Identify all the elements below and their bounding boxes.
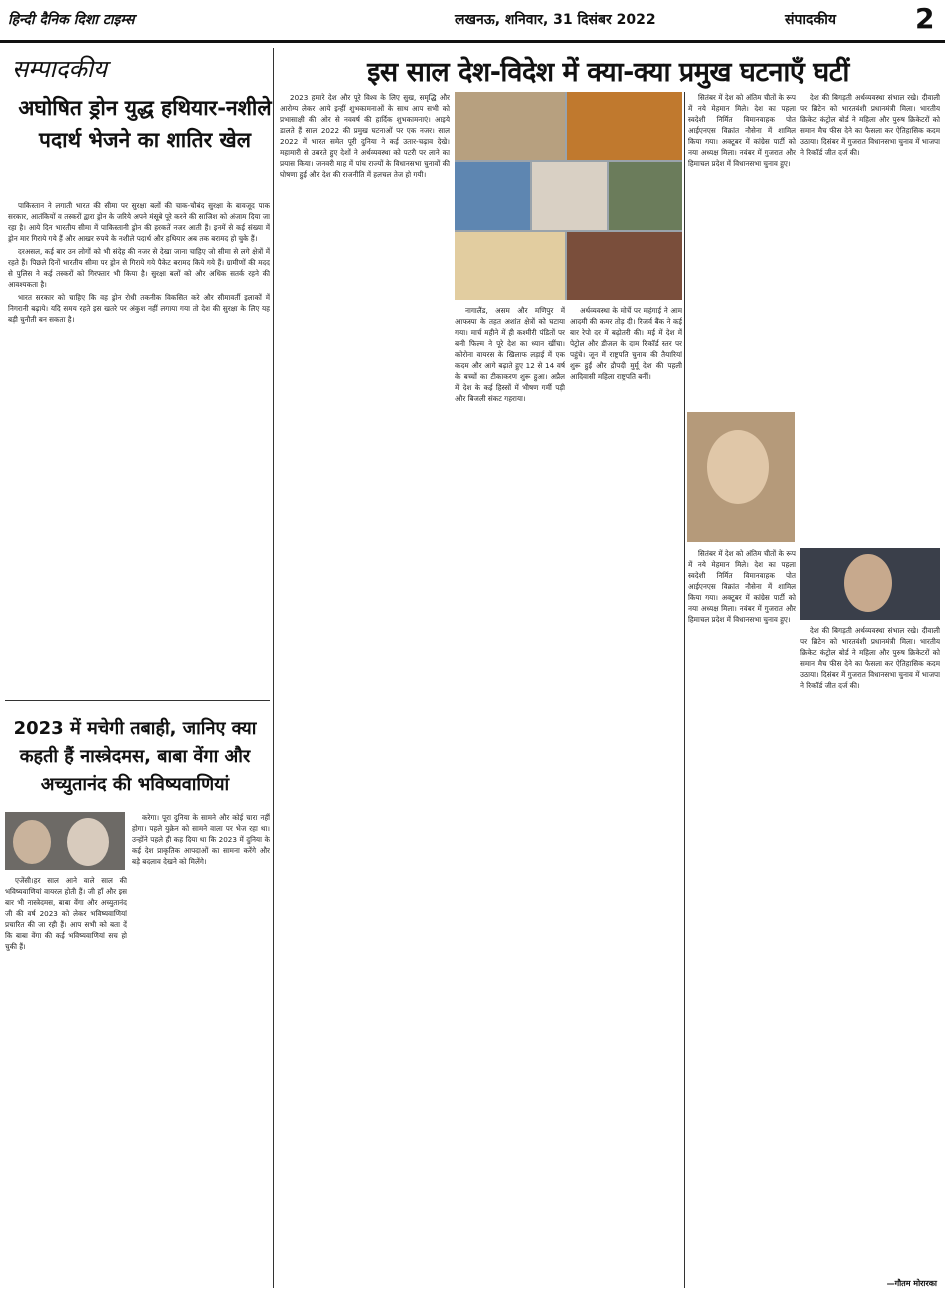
editorial-paragraph: पाकिस्तान ने लगाती भारत की सीमा पर सुरक्षा बलों की चाक-चौबंद सुरक्षा के बावजूद पाक सरकार, आतंकियों व तस्करों द्वारा ड्रोन के जरिये अपने मंसूबे पूरे करने की साजिश को अंजाम दिया जा रहा है। आये दिन भारतीय सीमा में पाकिस्तानी ड्रोन की हरकतें नजर आती हैं। इनमें से कई संख्या में ड्रोन मार गिराये गये हैं और आखर रुपये के नशीले पदार्थ और हथियार अब तक बरामद हो चुके हैं। bbox=[8, 201, 270, 243]
right-paragraph: सितंबर में देश को अंतिम चीतों के रूप में नये मेहमान मिले। देश का पहला स्वदेशी निर्मित विमानवाहक पोत आईएनएस विक्रांत नौसेना में शामिल किया गया। अक्टूबर में कांग्रेस पार्टी को नया अध्यक्ष मिला। नवंबर में गुजरात और हिमाचल प्रदेश में विधानसभा चुनाव हुए। bbox=[688, 549, 796, 624]
right-paragraph: सितंबर में देश को अंतिम चीतों के रूप में नये मेहमान मिले। देश का पहला स्वदेशी निर्मित विमानवाहक पोत आईएनएस विक्रांत नौसेना में शामिल किया गया। अक्टूबर में कांग्रेस पार्टी को नया अध्यक्ष मिला। नवंबर में गुजरात और हिमाचल प्रदेश में विधानसभा चुनाव हुए। bbox=[688, 93, 796, 168]
right-col-2-bottom bbox=[800, 625, 940, 1275]
section-label: संपादकीय bbox=[785, 12, 836, 28]
prediction-headline: 2023 में मचेगी तबाही, जानिए क्या कहती हैं नास्त्रेदमस, बाबा वेंगा और अच्युतानंद की भविष्यवाणियां bbox=[13, 718, 257, 795]
right-col-2-top bbox=[800, 92, 940, 544]
right-paragraph: देश की बिगड़ती अर्थव्यवस्था संभाल रखे। दीवाली पर ब्रिटेन को भारतवंशी प्रधानमंत्री मिला। भारतीय क्रिकेट कंट्रोल बोर्ड ने महिला और पुरुष क्रिकेटरों को समान मैच फीस देने का फैसला कर ऐतिहासिक कदम उठाया। दिसंबर में गुजरात विधानसभा चुनाव में भाजपा ने रिकॉर्ड जीत दर्ज की। bbox=[800, 626, 940, 690]
right-paragraph: देश की बिगड़ती अर्थव्यवस्था संभाल रखे। दीवाली पर ब्रिटेन को भारतवंशी प्रधानमंत्री मिला। भारतीय क्रिकेट कंट्रोल बोर्ड ने महिला और पुरुष क्रिकेटरों को समान मैच फीस देने का फैसला कर ऐतिहासिक कदम उठाया। दिसंबर में गुजरात विधानसभा चुनाव में भाजपा ने रिकॉर्ड जीत दर्ज की। bbox=[800, 93, 940, 157]
dateline: लखनऊ, शनिवार, 31 दिसंबर 2022 bbox=[455, 12, 656, 28]
lata-mangeshkar-photo bbox=[687, 412, 795, 542]
editorial-paragraph: भारत सरकार को चाहिए कि वह ड्रोन रोधी तकनीक विकसित करे और सीमावर्ती इलाकों में निगरानी बढ़ाये। यदि समय रहते इस खतरे पर अंकुश नहीं लगाया गया तो देश की सुरक्षा के लिए यह बड़ी चुनौती बन सकता है। bbox=[8, 293, 270, 324]
main-paragraph: नागालैंड, असम और मणिपुर में आफस्पा के तहत अशांत क्षेत्रों को घटाया गया। मार्च महीने में ही कश्मीरी पंडितों पर बनी फिल्म ने पूरे देश का ध्यान खींचा। कोरोना वायरस के खिलाफ लड़ाई में एक कदम और आगे बढ़ाते हुए 12 से 14 वर्ष के बच्चों का टीकाकरण शुरू हुआ। अप्रैल में देश के कई हिस्सों में भीषण गर्मी पड़ी और बिजली संकट गहराया। bbox=[455, 306, 565, 403]
column-divider bbox=[273, 48, 274, 1288]
prediction-paragraph: करेगा। पूरा दुनिया के सामने और कोई चारा नहीं होगा। पहले युक्रेन को सामने वाला पर भेज रहा था। उन्होंने पहले ही कह दिया था कि 2023 में दुनिया के कई देश प्राकृतिक आपदाओं का सामना करेंगे और बड़े बदलाव देखने को मिलेंगे। bbox=[132, 813, 270, 866]
editorial-body bbox=[8, 200, 270, 695]
main-col-2 bbox=[455, 305, 565, 1287]
main-paragraph: 2023 हमारे देश और पूरे विश्व के लिए सुख, समृद्धि और आरोग्य लेकर आये इन्हीं शुभकामनाओं के साथ आप सभी को प्रभासाक्षी की ओर से नववर्ष की हार्दिक शुभकामनाएं। आइये डालते हैं साल 2022 की प्रमुख घटनाओं पर एक नजर। साल 2022 में भारत समेत पूरी दुनिया ने कई उतार-चढ़ाव देखे। महामारी से उबरते हुए देशों ने अर्थव्यवस्था को पटरी पर लाने का प्रयास किया। जनवरी माह में पांच राज्यों के विधानसभा चुनावों की घोषणा हुई और देश की राजनीति में हलचल तेज हो गयी। bbox=[280, 93, 450, 179]
column-divider bbox=[684, 92, 685, 1288]
events-photo-collage bbox=[455, 92, 682, 300]
prediction-photo bbox=[5, 812, 125, 870]
editorial-paragraph: दरअसल, कई बार उन लोगों को भी संदेह की नजर से देखा जाना चाहिए जो सीमा से लगे क्षेत्रों में रहते हैं। पिछले दिनों भारतीय सीमा पर ड्रोन से गिराये गये पैकेट बरामद किये गये हैं। ग्रामीणों की मदद से पुलिस ने कई तस्करों को गिरफ्तार भी किया है। सुरक्षा बलों को और अधिक सतर्क रहने की आवश्यकता है। bbox=[8, 247, 270, 289]
masthead bbox=[0, 0, 945, 43]
prediction-col-2 bbox=[132, 812, 270, 1290]
main-headline: इस साल देश-विदेश में क्या-क्या प्रमुख घटनाएँ घटीं bbox=[367, 57, 849, 88]
main-paragraph: अर्थव्यवस्था के मोर्चे पर महंगाई ने आम आदमी की कमर तोड़ दी। रिजर्व बैंक ने कई बार रेपो दर में बढ़ोतरी की। मई में देश में पेट्रोल और डीजल के दाम रिकॉर्ड स्तर पर पहुंचे। जून में राष्ट्रपति चुनाव की तैयारियां शुरू हुईं और द्रौपदी मुर्मू देश की पहली आदिवासी महिला राष्ट्रपति बनीं। bbox=[570, 306, 682, 381]
page-number: 2 bbox=[915, 2, 935, 35]
newspaper-name: हिन्दी दैनिक दिशा टाइम्स bbox=[8, 12, 135, 28]
right-col-1-bottom bbox=[688, 548, 796, 1288]
editorial-label: सम्पादकीय bbox=[12, 55, 108, 83]
editorial-title: अघोषित ड्रोन युद्ध हथियार-नशीले पदार्थ भेजने का शातिर खेल bbox=[18, 96, 272, 152]
author-signature: —गौतम मोरारका bbox=[886, 1279, 937, 1288]
right-col-1-top bbox=[688, 92, 796, 407]
section-divider bbox=[5, 700, 270, 701]
news-photo bbox=[800, 548, 940, 620]
prediction-paragraph: एजेंसी।हर साल आने वाले साल की भविष्यवाणियां वायरल होती हैं। जी हाँ और इस बार भी नास्त्रेदमस, बाबा वेंगा और अच्युतानंद जी की वर्ष 2023 को लेकर भविष्यवाणियां प्रचारित की जा रही हैं। आप सभी को बता दें कि बाबा वेंगा की कई भविष्यवाणियां सच हो चुकी हैं। bbox=[5, 876, 127, 951]
main-col-1 bbox=[280, 92, 450, 1287]
prediction-col-1 bbox=[5, 875, 127, 1290]
main-col-3 bbox=[570, 305, 682, 1287]
